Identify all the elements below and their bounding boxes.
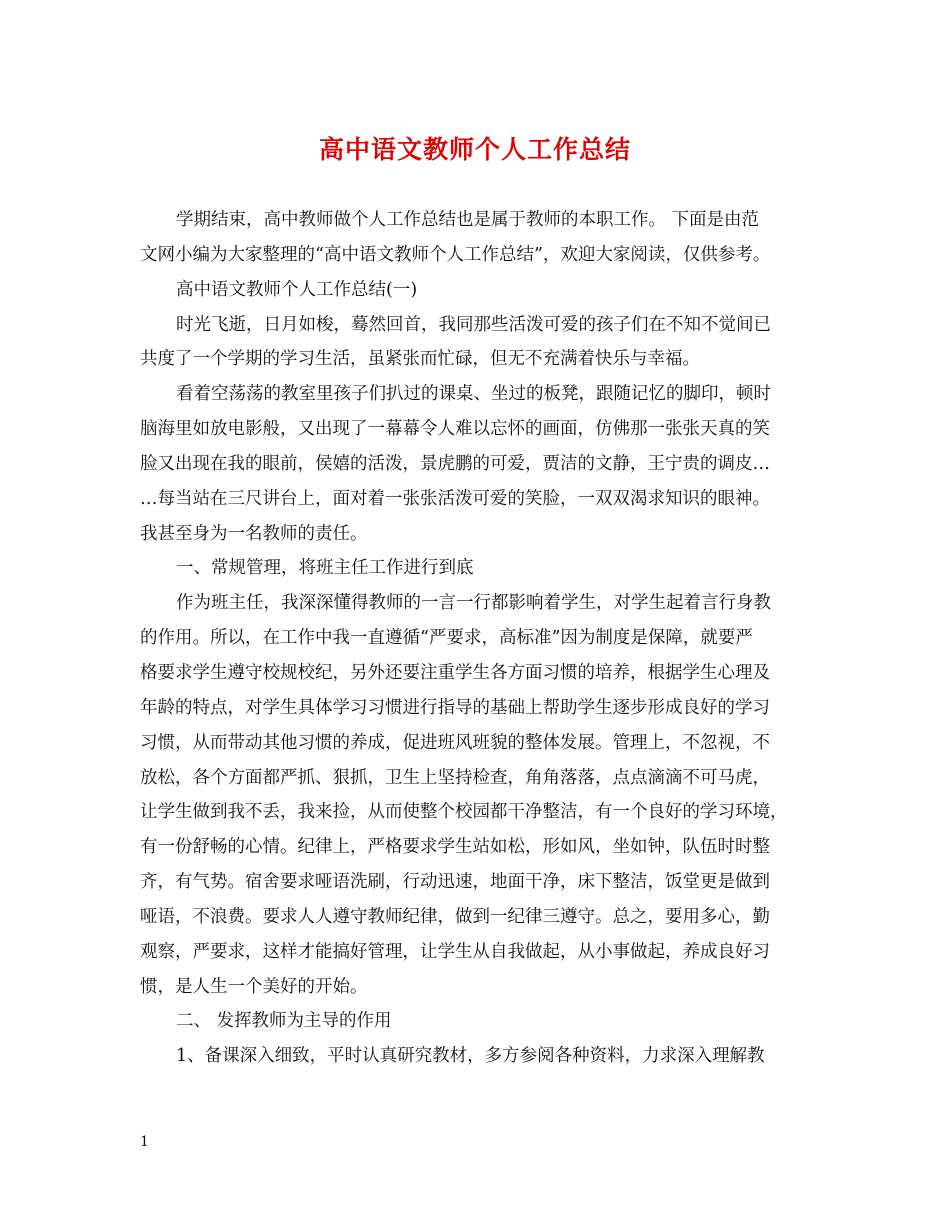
text-line: 作为班主任，我深深懂得教师的一言一行都影响着学生，对学生起着言行身教 xyxy=(176,593,771,614)
text-line: 观察，严要求，这样才能搞好管理，让学生从自我做起，从小事做起，养成良好习 xyxy=(140,941,770,962)
text-line: 二、 发挥教师为主导的作用 xyxy=(176,1011,392,1032)
text-line: 共度了一个学期的学习生活，虽紧张而忙碌，但无不充满着快乐与幸福。 xyxy=(140,349,700,370)
text-line: 格要求学生遵守校规校纪，另外还要注重学生各方面习惯的培养，根据学生心理及 xyxy=(140,662,770,683)
text-line: 的作用。所以，在工作中我一直遵循“严要求，高标准”因为制度是保障，就要严 xyxy=(140,628,753,649)
text-line: 齐，有气势。宿舍要求哑语洗刷，行动迅速，地面干净，床下整洁，饭堂更是做到 xyxy=(140,872,770,893)
page-number: 1 xyxy=(140,1134,149,1150)
text-line: 惯，是人生一个美好的开始。 xyxy=(140,976,368,997)
text-line: 让学生做到我不丢，我来捡，从而使整个校园都干净整洁，有一个良好的学习环境， xyxy=(140,802,788,823)
text-line: 有一份舒畅的心情。纪律上，严格要求学生站如松，形如风，坐如钟，队伍时时整 xyxy=(140,837,770,858)
text-line: 1、备课深入细致，平时认真研究教材，多方参阅各种资料，力求深入理解教 xyxy=(176,1046,765,1067)
text-line: 文网小编为大家整理的“高中语文教师个人工作总结”，欢迎大家阅读，仅供参考。 xyxy=(140,244,771,265)
text-line: 看着空荡荡的教室里孩子们扒过的课桌、坐过的板凳，跟随记忆的脚印，顿时 xyxy=(176,384,771,405)
text-line: 脸又出现在我的眼前，侯嬉的活泼，景虎鹏的可爱，贾洁的文静，王宁贵的调皮… xyxy=(140,453,770,474)
document-title: 高中语文教师个人工作总结 xyxy=(318,135,631,164)
text-line: 哑语，不浪费。要求人人遵守教师纪律，做到一纪律三遵守。总之，要用多心，勤 xyxy=(140,906,770,927)
text-line: 学期结束，高中教师做个人工作总结也是属于教师的本职工作。 下面是由范 xyxy=(176,210,760,230)
text-line: 放松，各个方面都严抓、狠抓，卫生上坚持检查，角角落落，点点滴滴不可马虎， xyxy=(140,767,770,788)
text-line: …每当站在三尺讲台上，面对着一张张活泼可爱的笑脸，一双双渴求知识的眼神。 xyxy=(140,488,770,509)
text-line: 我甚至身为一名教师的责任。 xyxy=(140,523,368,544)
text-line: 高中语文教师个人工作总结(一) xyxy=(176,279,418,300)
text-line: 习惯，从而带动其他习惯的养成，促进班风班貌的整体发展。管理上，不忽视，不 xyxy=(140,732,770,753)
text-line: 脑海里如放电影般，又出现了一幕幕令人难以忘怀的画面，仿佛那一张张天真的笑 xyxy=(140,419,770,440)
text-line: 一、常规管理，将班主任工作进行到底 xyxy=(176,558,474,579)
document-body xyxy=(140,203,830,1074)
text-line: 时光飞逝，日月如梭，蓦然回首，我同那些活泼可爱的孩子们在不知不觉间已 xyxy=(176,314,771,335)
text-line: 年龄的特点，对学生具体学习习惯进行指导的基础上帮助学生逐步形成良好的学习 xyxy=(140,697,770,718)
